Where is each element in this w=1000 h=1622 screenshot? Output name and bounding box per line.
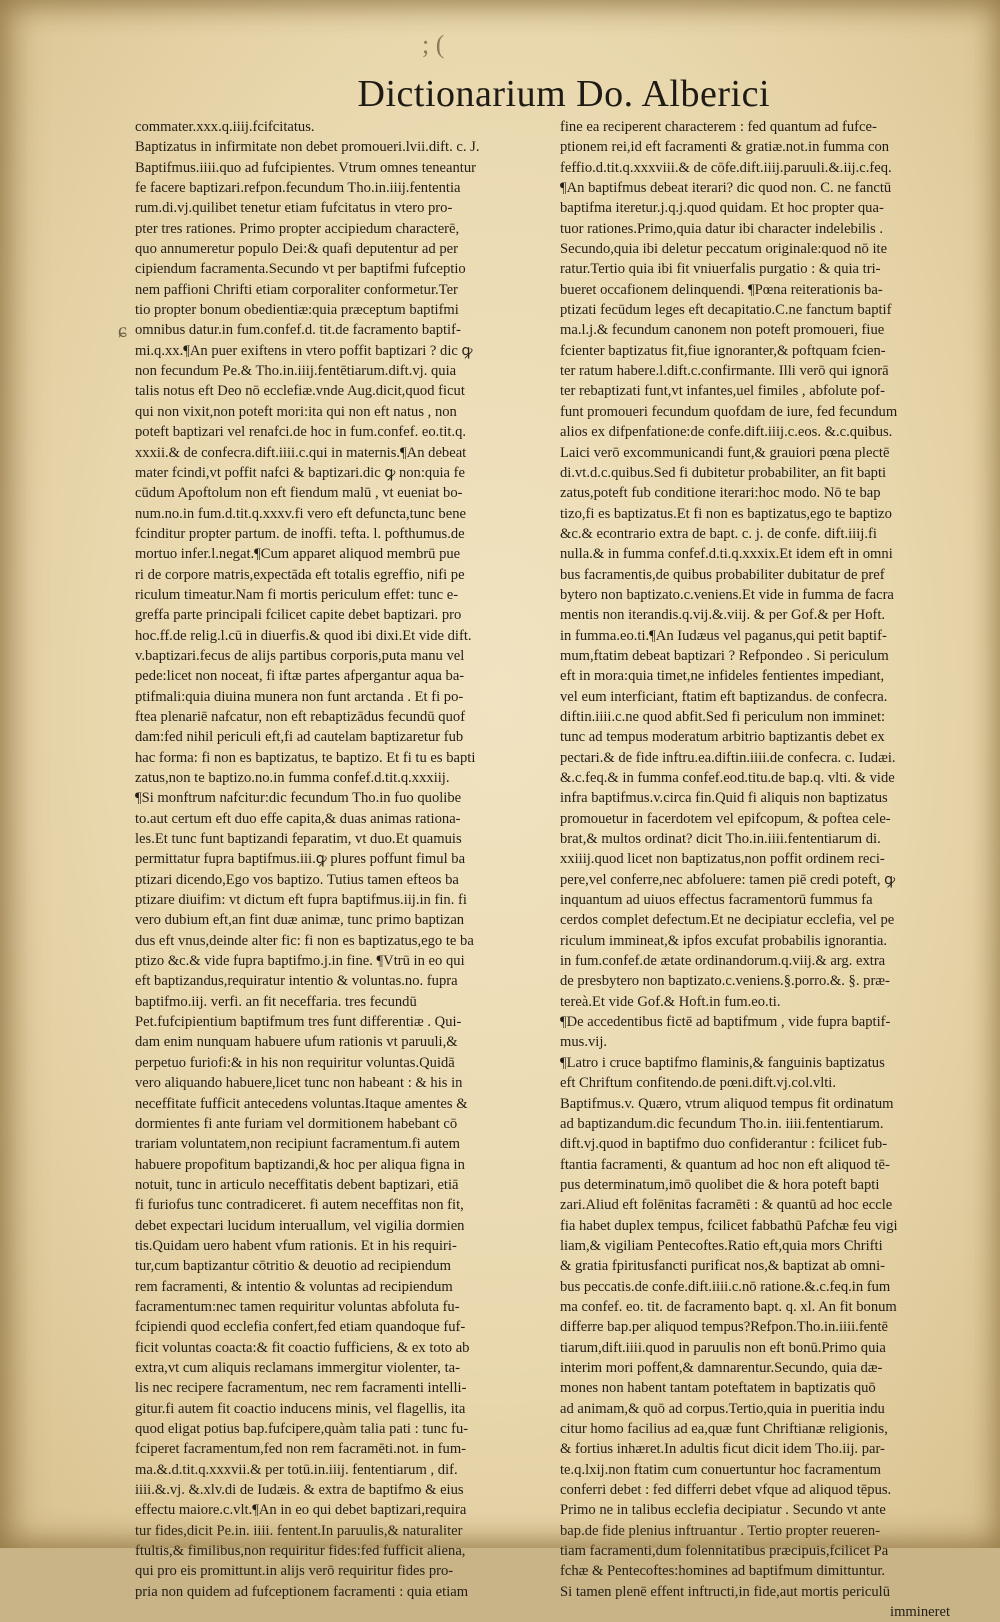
text-line: ad baptizandum.dic fecundum Tho.in. iiii.fententiarum. (560, 1115, 884, 1132)
text-line: dus eft vnus,deinde alter fic: fi non es baptizatus,ego te ba (135, 932, 474, 949)
text-line: tur,cum baptizantur cōtritio & deuotio ad recipiendum (135, 1258, 451, 1275)
text-line: di.vt.d.c.quibus.Sed fi dubitetur probabiliter, an fit bapti (560, 464, 887, 481)
top-mark: ; ( (422, 30, 445, 59)
text-line: perpetuo furiofi:& in his non requiritur voluntas.Quidā (135, 1054, 455, 1071)
left-text-column (135, 117, 535, 1602)
text-line: infra baptifmus.v.circa fin.Quid fi aliquis non baptizatus (560, 790, 888, 807)
text-line: zari.Aliud eft folēnitas facramēti : & quantū ad hoc eccle (560, 1197, 893, 1214)
text-line: tiarum,dift.iiii.quod in paruulis non eft bonū.Primo quia (560, 1339, 886, 1356)
text-line: tereà.Et vide Gof.& Hoft.in fum.eo.ti. (560, 993, 781, 1010)
text-line: zatus,poteft fub conditione iterari:hoc modo. Nō te bap (560, 485, 881, 502)
text-line: conferri debet : fed differri debet vfque ad aliquod tēpus. (560, 1482, 892, 1499)
text-line: bueret occafionem delinquendi. ¶Pœna reiterationis ba- (560, 281, 883, 298)
text-line: eft Chriftum confitendo.de pœni.dift.vj.col.vlti. (560, 1075, 837, 1092)
text-line: diftin.iiii.c.ne quod abfit.Sed fi periculum non imminet: (560, 708, 886, 725)
text-line: num.no.in fum.d.tit.q.xxxv.fi vero eft defuncta,tunc bene (135, 505, 466, 522)
text-line: ftantia facramenti, & quantum ad hoc non eft aliquod tē- (560, 1156, 890, 1173)
text-line: dift.vj.quod in baptifmo duo confiderantur : fcilicet fub- (560, 1136, 888, 1153)
text-line: vero aliquando habuere,licet tunc non habeant : & his in (135, 1075, 463, 1092)
text-line: immineret (890, 1604, 950, 1621)
text-line: riculum immineat,& ipfos excufat probabilis ignorantia. (560, 932, 888, 949)
text-line: mortuo infer.l.negat.¶Cum apparet aliquod membrū pue (135, 546, 461, 563)
text-line: in fumma.eo.ti.¶An Iudæus vel paganus,qui petit baptif- (560, 627, 887, 644)
text-line: citur homo facilius ad ea,quæ funt Chriftianæ religionis, (560, 1421, 888, 1437)
text-line: eft in mora:quia timet,ne infideles fentientes impediant, (560, 668, 885, 685)
text-line: ptizo &c.& vide fupra baptifmo.j.in fine. ¶Vtrū in eo qui (135, 953, 465, 970)
text-line: &c.& econtrario extra de bapt. c. j. de confe. dift.iiij.fi (560, 525, 877, 542)
text-line: bus facramentis,de quibus probabiliter dubitatur de pref (560, 566, 885, 583)
text-line: alios ex difpenfatione:de confe.dift.iiij.c.eos. &.c.quibus. (560, 424, 893, 441)
running-head: Dictionarium Do. Alberici (357, 73, 770, 115)
text-line: fine ea reciperent characterem : fed quantum ad fufce- (560, 119, 877, 135)
text-line: & fortius inhæret.In adultis ficut dicit idem Tho.iij. par- (560, 1441, 885, 1458)
text-line: ptizari dicendo,Ego vos baptizo. Tutius tamen efteos ba (135, 871, 459, 888)
text-line: fcienter baptizatus fit,fiue ignoranter,& poftquam fcien- (560, 342, 886, 359)
text-line: hoc.ff.de relig.l.cū in diuerfis.& quod ibi dixi.Et vide dift. (135, 627, 472, 644)
text-line: Secundo,quia ibi deletur peccatum originale:quod nō ite (560, 241, 888, 258)
text-line: Baptizatus in infirmitate non debet promoueri.lvii.dift. c. J. (135, 139, 480, 156)
text-line: de presbytero non baptizato.c.veniens.§.porro.&. §. præ- (560, 973, 890, 990)
text-line: quo annumeretur populo Dei:& quafi deputentur ad per (135, 241, 458, 258)
text-line: pede:licet non noceat, fi iftæ partes afpergantur aqua ba- (135, 668, 465, 685)
text-line: omnibus datur.in fum.confef.d. tit.de facramento baptif- (135, 322, 461, 339)
text-line: cerdos complet defectum.Et ne decipiatur ecclefia, vel pe (560, 912, 895, 929)
text-line: fi furiofus tunc contradiceret. fi autem neceffitas non fit, (135, 1197, 464, 1214)
text-line: &.c.feq.& in fumma confef.eod.titu.de bap.q. vlti. & vide (560, 770, 895, 786)
text-line: xxiiij.quod licet non baptizatus,non poffit ordinem reci- (560, 851, 885, 868)
text-line: facramentum:nec tamen requiritur voluntas abfoluta fu- (135, 1298, 460, 1315)
text-line: ad animam,& quō ad corpus.Tertio,quia in pueritia indu (560, 1400, 885, 1417)
text-line: pectari.& de fide inftru.ea.diftin.iiii.de confecra. c. Iudæi. (560, 749, 896, 766)
text-line: & gratia fpiritusfancti purificat nos,& baptizat ab omni- (560, 1258, 886, 1275)
text-line: dormientes fi ante furiam vel dormitionem habebant cō (135, 1115, 458, 1132)
text-line: Pet.fufcipientium baptifmum tres funt differentiæ . Qui- (135, 1014, 462, 1031)
text-line: ter rebaptizati funt,vt infantes,uel fimiles , abfolute pof- (560, 383, 886, 400)
text-line: fe facere baptizari.refpon.fecundum Tho.in.iiij.fententia (135, 180, 461, 197)
text-line: bap.de fide plenius inftruantur . Tertio propter reueren- (560, 1522, 881, 1539)
text-line: fcinditur propter partum. de inoffi. tefta. l. pofthumus.de (135, 525, 465, 542)
text-line: qui pro eis promittunt.in alijs verō requiritur fides pro- (135, 1563, 454, 1580)
text-line: tur fides,dicit Pe.in. iiii. fentent.In paruulis,& naturaliter (135, 1522, 463, 1539)
text-line: ¶De accedentibus fictē ad baptifmum , vide fupra baptif- (560, 1014, 891, 1031)
margin-mark: ɕ (118, 320, 127, 342)
text-line: ptionem rei,id eft facramenti & gratiæ.not.in fumma con (560, 139, 890, 156)
text-line: ptizati fecūdum leges eft decapitatio.C.ne fanctum baptif (560, 302, 892, 319)
text-line: commater.xxx.q.iiij.fcifcitatus. (135, 119, 315, 135)
text-line: interim mori poffent,& damnarentur.Secundo, quia dæ- (560, 1359, 883, 1376)
text-line: fciperet facramentum,fed non rem facramēti.not. in fum- (135, 1441, 467, 1458)
text-line: Baptifmus.v. Quæro, vtrum aliquod tempus fit ordinatum (560, 1095, 894, 1112)
text-line: pria non quidem ad fufceptionem facramenti : quia etiam (135, 1583, 469, 1600)
text-line: ma.l.j.& fecundum canonem non poteft promoueri, fiue (560, 322, 885, 339)
text-line: Baptifmus.iiii.quo ad fufcipientes. Vtrum omnes teneantur (135, 159, 476, 176)
text-line: quod eligat potius bap.fufcipere,quàm talia pati : tunc fu- (135, 1421, 469, 1437)
text-line: Primo ne in talibus ecclefia decipiatur . Secundo vt ante (560, 1502, 886, 1519)
text-line: rum.di.vj.quilibet tenetur etiam fufcitatus in vtero pro- (135, 200, 453, 217)
text-line: neceffitate fufficit antecedens voluntas.Itaque amentes & (135, 1095, 468, 1112)
text-line: vero dubium eft,an fint duæ animæ, tunc primo baptizan (135, 912, 465, 929)
text-line: Si tamen plenē effent inftructi,in fide,aut mortis periculū (560, 1583, 891, 1600)
text-line: ficit voluntas coacta:& fit coactio fufficiens, & ex toto ab (135, 1339, 470, 1356)
text-line: permittatur fupra baptifmus.iii.ꝙ plures poffunt fimul ba (135, 851, 466, 868)
text-line: Laici verō excommunicandi funt,& grauiori pœna plectē (560, 444, 890, 461)
text-line: pus determinatum,imō quolibet die & hora poteft bapti (560, 1176, 880, 1193)
text-line: habuere propofitum baptizandi,& hoc per aliqua figna in (135, 1156, 465, 1173)
text-line: tuor rationes.Primo,quia datur ibi character indelebilis . (560, 220, 883, 237)
text-line: debet expectari lucidum interuallum, vel vigilia dormien (135, 1217, 465, 1234)
text-line: xxxii.& de confecra.dift.iiii.c.qui in maternis.¶An debeat (135, 444, 467, 461)
text-line: liam,& vigiliam Pentecoftes.Ratio eft,quia mors Chrifti (560, 1237, 883, 1254)
text-line: zatus,non te baptizo.no.in fumma confef.d.tit.q.xxxiij. (135, 770, 450, 786)
text-line: rem facramenti, & intentio & voluntas ad recipiendum (135, 1278, 453, 1295)
right-text-column (560, 117, 950, 1622)
text-line: promouetur in facerdotem vel epifcopum, & poftea cele- (560, 810, 891, 827)
text-line: ptizare diuifim: vt dictum eft fupra baptifmus.iij.in fin. fi (135, 892, 467, 909)
text-line: inquantum ad uiuos effectus facramentorū fummus fa (560, 892, 873, 909)
text-line: greffa parte principali fcilicet capite debet baptizari. pro (135, 607, 462, 624)
text-line: ri de corpore matris,expectāda eft totalis egreffio, nifi pe (135, 566, 465, 583)
text-line: nem paffioni Chrifti etiam corporaliter conformetur.Ter (135, 281, 458, 298)
text-line: ptifmali:quia diuina munera non funt arctanda . Et fi po- (135, 688, 464, 705)
text-line: cūdum Apoftolum non eft fiendum malū , vt eueniat bo- (135, 485, 463, 502)
text-line: nulla.& in fumma confef.d.ti.q.xxxix.Et idem eft in omni (560, 546, 893, 563)
text-line: baptifmo.iij. verfi. an fit neceffaria. tres fecundū (135, 993, 417, 1010)
text-line: mentis non iterandis.q.vij.&.viij. & per Gof.& per Hoft. (560, 607, 886, 624)
text-line: tizo,fi es baptizatus.Et fi non es baptizatus,ego te baptizo (560, 505, 892, 522)
text-line: pter tres rationes. Primo propter accipiedum characterē, (135, 220, 460, 237)
text-line: v.baptizari.fecus de alijs partibus corporis,puta manu vel (135, 647, 465, 664)
text-line: fcipiendi quod ecclefia confert,fed etiam quandoque fuf- (135, 1319, 466, 1336)
text-line: feffio.d.tit.q.xxxviii.& de cōfe.dift.iiij.paruuli.&.iij.c.feq. (560, 159, 892, 176)
text-line: mus.vij. (560, 1034, 608, 1051)
text-line: hac forma: fi non es baptizatus, te baptizo. Et fi tu es bapti (135, 749, 476, 766)
text-line: bus peccatis.de confe.dift.iiii.c.nō ratione.&.c.feq.in fum (560, 1278, 891, 1295)
text-line: tiam facramenti,dum folennitatibus præcipuis,fcilicet Pa (560, 1543, 889, 1560)
text-line: vel eum interficiant, ftatim eft baptizandus. de confecra. (560, 688, 888, 705)
text-line: baptifma iteretur.j.q.j.quod quidam. Et hoc propter qua- (560, 200, 884, 217)
text-line: ma confef. eo. tit. de facramento bapt. q. xl. An fit bonum (560, 1298, 897, 1315)
text-line: fia habet duplex tempus, fcilicet fabbathū Pafchæ feu vigi (560, 1217, 898, 1234)
text-line: notuit, tunc in articulo neceffitatis debent baptizari, etiā (135, 1176, 459, 1193)
text-line: mater fcindi,vt poffit nafci & baptizari.dic ꝙ non:quia fe (135, 464, 466, 481)
text-line: tio propter bonum obedientiæ:quia præceptum baptifmi (135, 302, 459, 319)
text-line: riculum timeatur.Nam fi mortis periculum effet: tunc e- (135, 586, 459, 603)
text-line: ¶An baptifmus debeat iterari? dic quod non. C. ne fanctū (560, 180, 892, 197)
text-line: qui non vixit,non poteft mori:ita qui non eft natus , non (135, 403, 457, 420)
text-line: mones non habent tantam poteftatem in baptizatis quō (560, 1380, 876, 1397)
text-line: pere,vel conferre,nec abfoluere: tamen piē credi poteft, ꝙ (560, 871, 896, 888)
text-line: funt promoueri fecundum quofdam de iure, fed fecundum (560, 403, 898, 420)
text-line: ma.&.d.tit.q.xxxvii.& per totū.in.iiij. fententiarum , dif. (135, 1461, 458, 1478)
text-line: dam enim nunquam habuere ufum rationis vt paruuli,& (135, 1034, 458, 1051)
text-line: tunc ad tempus moderatum arbitrio baptizantis debet ex (560, 729, 885, 746)
text-line: gitur.fi autem fit coactio inducens minis, vel flagellis, ita (135, 1400, 466, 1417)
text-line: te.q.lxij.non ftatim cum conuertuntur hoc facramentum (560, 1461, 881, 1478)
text-line: ftultis,& fimilibus,non requiritur fides:fed fufficit aliena, (135, 1543, 466, 1560)
text-line: mum,ftatim debeat baptizari ? Refpondeo . Si periculum (560, 647, 889, 664)
text-line: trariam voluntatem,non recipiunt facramentum.fi autem (135, 1136, 460, 1153)
text-line: poteft baptizari vel renafci.de hoc in fum.confef. eo.tit.q. (135, 424, 467, 441)
text-line: iiii.&.vj. &.xlv.di de Iudæis. & extra de baptifmo & eius (135, 1482, 464, 1499)
text-line: ¶Si monftrum nafcitur:dic fecundum Tho.in fuo quolibe (135, 790, 462, 807)
text-line: tis.Quidam uero habent vfum rationis. Et in his requiri- (135, 1237, 457, 1254)
text-line: dam:fed nihil periculi eft,fi ad cautelam baptizaretur fub (135, 729, 464, 746)
text-line: les.Et tunc funt baptizandi feparatim, vt duo.Et quamuis (135, 831, 462, 848)
text-line: fchæ & Pentecoftes:homines ad baptifmum dimittuntur. (560, 1563, 886, 1580)
text-line: mi.q.xx.¶An puer exiftens in vtero poffit baptizari ? dic ꝙ (135, 342, 473, 359)
text-line: cipiendum facramenta.Secundo vt per baptifmi fufceptio (135, 261, 466, 278)
text-line: talis notus eft Deo nō ecclefiæ.vnde Aug.dicit,quod ficut (135, 383, 465, 400)
text-line: extra,vt cum aliquis reclamans immergitur violenter, ta- (135, 1359, 460, 1376)
text-line: ¶Latro i cruce baptifmo flaminis,& fanguinis baptizatus (560, 1054, 885, 1071)
text-line: ter ratum habere.l.dift.c.confirmante. Illi verō qui ignorā (560, 363, 889, 380)
text-line: to.aut certum eft duo effe capita,& duas animas rationa- (135, 810, 461, 827)
text-line: ratur.Tertio quia ibi fit vniuerfalis purgatio : & quia tri- (560, 261, 881, 278)
text-line: differre bap.per aliquod tempus?Refpon.Tho.in.iiii.fentē (560, 1319, 888, 1336)
text-line: effectu maiore.c.vlt.¶An in eo qui debet baptizari,requira (135, 1502, 467, 1519)
text-line: in fum.confef.de ætate ordinandorum.q.viij.& arg. extra (560, 953, 886, 970)
text-line: non fecundum Pe.& Tho.in.iiij.fentētiarum.dift.vj. quia (135, 363, 457, 380)
text-line: lis nec recipere facramentum, nec rem facramenti intelli- (135, 1380, 467, 1397)
text-line: brat,& multos ordinat? dicit Tho.in.iiii.fententiarum di. (560, 831, 881, 848)
text-line: ftea plenariē nafcatur, non eft rebaptizādus fecundū quof (135, 708, 466, 725)
text-line: eft baptizandus,requiratur intentio & voluntas.no. fupra (135, 973, 458, 990)
text-line: bytero non baptizato.c.veniens.Et vide in fumma de facra (560, 586, 894, 603)
